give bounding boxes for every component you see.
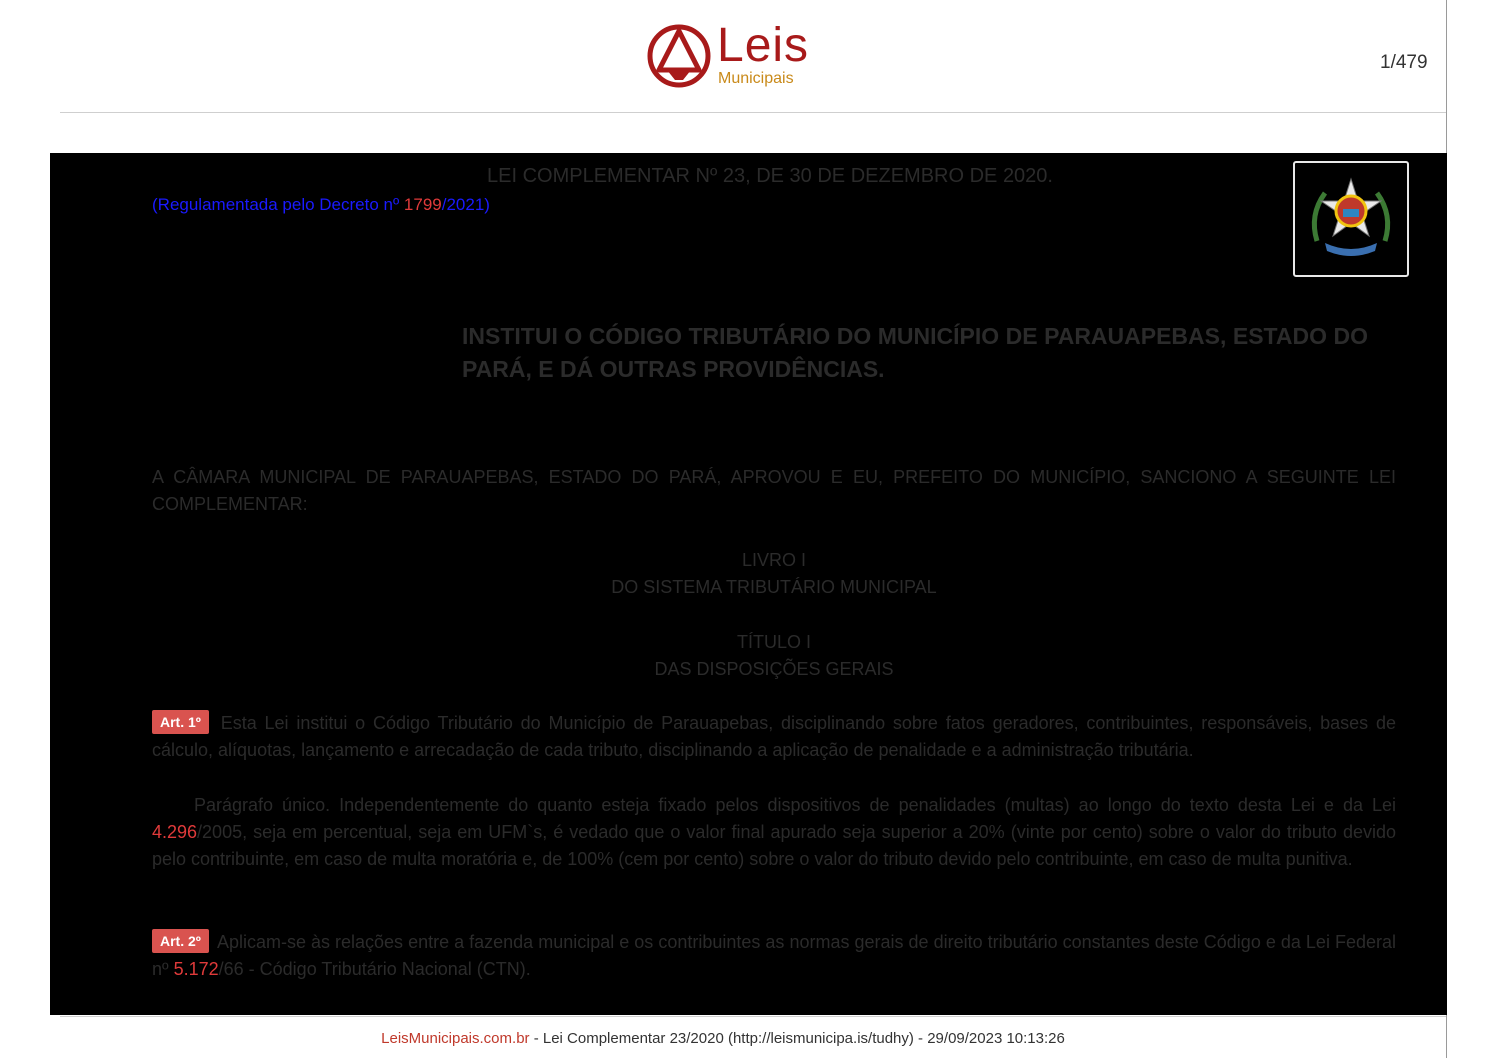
page-footer bbox=[0, 1030, 1446, 1047]
livro-heading: LIVRO I bbox=[741, 550, 807, 570]
document-body bbox=[50, 153, 1447, 1015]
header-divider bbox=[60, 112, 1446, 113]
paragrafo-text-start: Parágrafo único. Independentemente do quanto esteja fixado pelos dispositivos de penalidades (multas) ao longo do texto desta Lei e da Lei bbox=[194, 795, 1396, 815]
footer-site-link[interactable]: LeisMunicipais.com.br bbox=[381, 1030, 530, 1047]
article-1-badge[interactable]: Art. 1º bbox=[152, 710, 209, 734]
article-1-text: Esta Lei institui o Código Tributário do Município de Parauapebas, disciplinando sobre fatos geradores, contribuintes, responsáveis, bases de cálculo, alíquotas, lançamento e arrecadação de cada tributo, disciplinando a aplicação de penalidade e a administração tributária. bbox=[152, 713, 1396, 760]
titulo-title: DAS DISPOSIÇÕES GERAIS bbox=[654, 659, 894, 679]
regulation-suffix: /2021) bbox=[441, 195, 490, 214]
paragrafo-text-end: /2005, seja em percentual, seja em UFM`s, é vedado que o valor final apurado seja superior a 20% (vinte por cento) sobre o valor do tributo devido pelo contribuinte, em caso de multa moratória e, de 100% (cem por cento) sobre o valor do tributo devido pelo contribuinte, em caso de multa punitiva. bbox=[152, 822, 1396, 869]
law-title: LEI COMPLEMENTAR Nº 23, DE 30 DE DEZEMBRO DE 2020. bbox=[487, 165, 1053, 187]
preamble-text: A CÂMARA MUNICIPAL DE PARAUAPEBAS, ESTADO DO PARÁ, APROVOU E EU, PREFEITO DO MUNICÍPIO, SANCIONO A SEGUINTE LEI COMPLEMENTAR: bbox=[152, 467, 1396, 514]
footer-timestamp: 29/09/2023 10:13:26 bbox=[927, 1030, 1065, 1047]
footer-divider bbox=[60, 1016, 1446, 1017]
logo-subtitle: Municipais bbox=[718, 70, 794, 87]
article-2-text-start: Aplicam-se às relações entre a fazenda municipal e os contribuintes as normas gerais de direito tributário constantes deste Código e da Lei Federal nº bbox=[152, 932, 1396, 979]
lei-5172-link[interactable]: 5.172 bbox=[173, 959, 219, 979]
article-2-text-end: /66 - Código Tributário Nacional (CTN). bbox=[218, 959, 531, 979]
article-1 bbox=[152, 710, 1396, 764]
law-ementa: INSTITUI O CÓDIGO TRIBUTÁRIO DO MUNICÍPIO DE PARAUAPEBAS, ESTADO DO PARÁ, E DÁ OUTRAS PROVIDÊNCIAS. bbox=[462, 323, 1368, 382]
paragrafo-unico bbox=[152, 792, 1396, 873]
article-2 bbox=[152, 929, 1396, 983]
logo-emblem-icon bbox=[645, 22, 713, 90]
regulation-note bbox=[152, 191, 490, 218]
livro-title: DO SISTEMA TRIBUTÁRIO MUNICIPAL bbox=[611, 577, 937, 597]
footer-law-reference: - Lei Complementar 23/2020 (http://leismunicipa.is/tudhy) - bbox=[529, 1030, 928, 1047]
municipal-crest bbox=[1293, 161, 1409, 277]
page-number: 1/479 bbox=[1380, 52, 1428, 73]
logo-word: Leis bbox=[717, 19, 810, 72]
regulation-decree-link[interactable]: 1799 bbox=[403, 195, 442, 214]
lei-4296-link[interactable]: 4.296 bbox=[152, 822, 198, 842]
article-2-badge[interactable]: Art. 2º bbox=[152, 929, 209, 953]
regulation-prefix: (Regulamentada pelo Decreto nº bbox=[152, 195, 404, 214]
leis-municipais-logo[interactable] bbox=[645, 20, 825, 90]
coat-of-arms-icon bbox=[1295, 163, 1407, 275]
titulo-heading: TÍTULO I bbox=[736, 632, 811, 652]
